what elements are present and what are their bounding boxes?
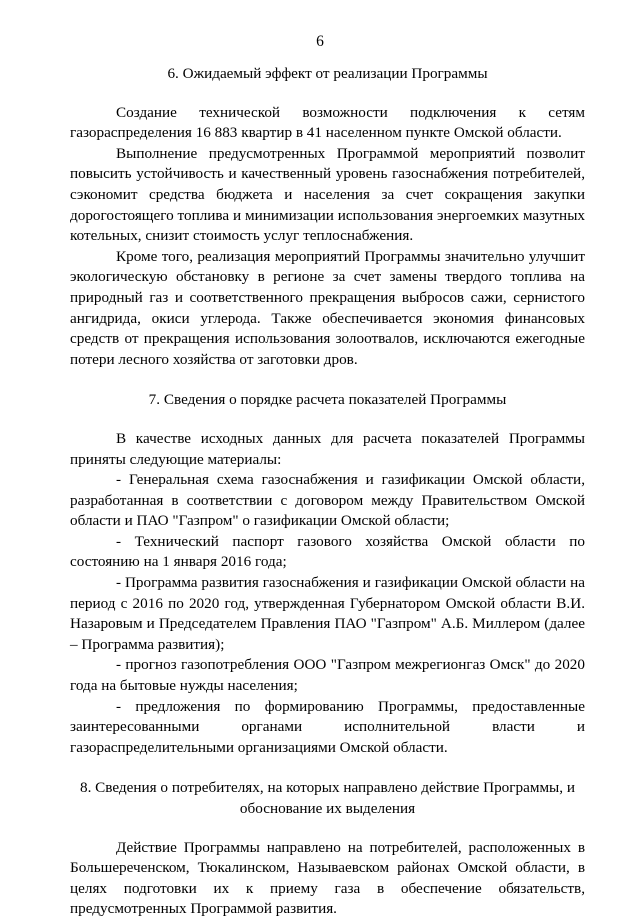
- list-item: - предложения по формированию Программы, предоставленные заинтересованными органами исполнительной власти и газораспределительными организациями Омской области.: [70, 697, 585, 756]
- section-7: [70, 390, 585, 758]
- section-heading-line: обоснование их выделения: [239, 800, 416, 817]
- section-6: [70, 64, 585, 370]
- paragraph: Кроме того, реализация мероприятий Программы значительно улучшит экологическую обстановку в регионе за счет замены твердого топлива на природный газ и соответственного прекращения выбросов сажи, сернистого ангидрида, окиси углерода. Также обеспечивается экономия финансовых средств от прекращения использования золоотвалов, исключаются ежегодные потери лесного хозяйства от заготовки дров.: [70, 247, 585, 368]
- section-heading: [70, 390, 585, 411]
- paragraph: В качестве исходных данных для расчета показателей Программы приняты следующие материалы:: [70, 429, 585, 468]
- paragraph: Действие Программы направлено на потребителей, расположенных в Большереченском, Тюкалинском, Называевском районах Омской области, в целях подготовки их к приему газа в обеспечение обязательств, предусмотренных Программой развития.: [70, 838, 585, 918]
- paragraph: Выполнение предусмотренных Программой мероприятий позволит повысить устойчивость и качественный уровень газоснабжения потребителей, сэкономит средства бюджета и населения за счет сокращения закупки дорогостоящего топлива и минимизации использования энергоемких мазутных котельных, снизит стоимость услуг теплоснабжения.: [70, 144, 585, 245]
- list-item: - Программа развития газоснабжения и газификации Омской области на период с 2016 по 2020 год, утвержденная Губернатором Омской области В.И. Назаровым и Председателем Правления ПАО "Газпром" А.Б. Миллером (далее – Программа развития);: [70, 574, 585, 653]
- list-item: - Генеральная схема газоснабжения и газификации Омской области, разработанная в соответствии с договором между Правительством Омской области и ПАО "Газпром" о газификации Омской области;: [70, 471, 585, 530]
- section-heading: [70, 64, 585, 85]
- list-item: - Технический паспорт газового хозяйства Омской области по состоянию на 1 января 2016 года;: [70, 532, 585, 571]
- section-heading-line: 8. Сведения о потребителях, на которых направлено действие Программы, и: [79, 779, 575, 797]
- document-body: [70, 64, 585, 920]
- section-8: [70, 778, 585, 920]
- list-item: - прогноз газопотребления ООО "Газпром межрегионгаз Омск" до 2020 года на бытовые нужды населения;: [70, 656, 585, 695]
- section-heading: [70, 778, 585, 819]
- paragraph: Создание технической возможности подключения к сетям газораспределения 16 883 квартир в 41 населенном пункте Омской области.: [70, 103, 585, 142]
- section-heading-line: 7. Сведения о порядке расчета показателей Программы: [148, 391, 507, 409]
- section-heading-line: 6. Ожидаемый эффект от реализации Программы: [167, 65, 488, 82]
- page-number: 6: [316, 33, 324, 50]
